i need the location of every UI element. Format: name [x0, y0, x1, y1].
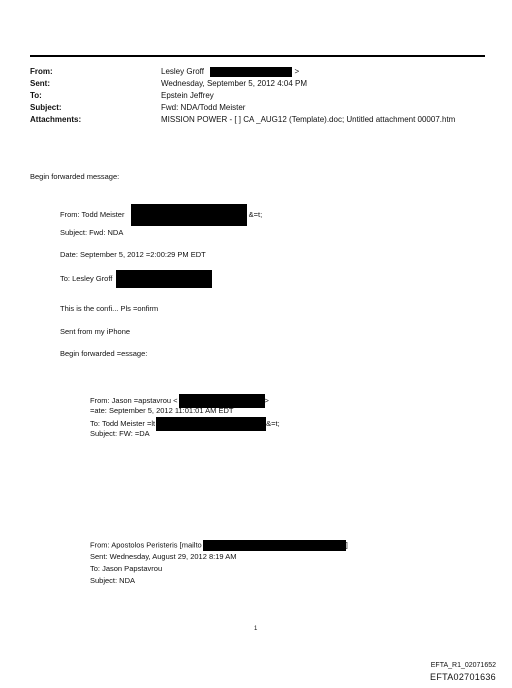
fwd1-signature: Sent from my iPhone [60, 327, 131, 336]
fwd3-from-prefix: From: Apostolos Peristeris [mailto [90, 540, 202, 550]
subject-value: Fwd: NDA/Todd Meister [161, 103, 246, 112]
sent-value: Wednesday, September 5, 2012 4:04 PM [161, 79, 308, 88]
page-number: 1 [254, 626, 258, 632]
to-value: Epstein Jeffrey [161, 91, 214, 100]
fwd1-to [60, 270, 212, 288]
fwd1-from-prefix: From: Todd Meister [60, 209, 125, 219]
to-label: To: [30, 91, 42, 100]
subject-label: Subject: [30, 103, 62, 112]
from-suffix: > [294, 67, 300, 77]
fwd1-subject: Subject: Fwd: NDA [60, 228, 124, 237]
sent-label: Sent: [30, 79, 50, 88]
fwd1-from [60, 204, 262, 226]
fwd1-message: This is the confi... Pls =onfirm [60, 304, 159, 313]
fwd1-from-suffix: &=t; [248, 209, 263, 219]
fwd1-begin-forwarded: Begin forwarded =essage: [60, 349, 148, 358]
fwd2-subject: Subject: FW: =DA [90, 429, 150, 438]
redaction-block [131, 204, 247, 226]
fwd2-date: =ate: September 5, 2012 11:01:01 AM EDT [90, 406, 234, 415]
from-label: From: [30, 67, 53, 76]
fwd2-to-suffix: &=t; [266, 418, 280, 428]
fwd2-from-suffix: > [264, 395, 269, 405]
attachments-label: Attachments: [30, 115, 82, 124]
redaction-block [156, 417, 266, 431]
from-value [161, 67, 299, 77]
redaction-block [116, 270, 212, 288]
fwd1-date: Date: September 5, 2012 =2:00:29 PM EDT [60, 250, 206, 259]
fwd2-to-prefix: To: Todd Meister =lt [90, 418, 156, 428]
fwd3-to: To: Jason Papstavrou [90, 564, 163, 573]
header-rule [30, 55, 485, 57]
attachments-value: MISSION POWER - [ ] CA _AUG12 (Template).doc; Untitled attachment 00007.htm [161, 115, 456, 124]
fwd3-sent: Sent: Wednesday, August 29, 2012 8:19 AM [90, 552, 237, 561]
fwd3-from [90, 540, 348, 551]
fwd3-from-suffix: ] [345, 540, 348, 550]
doc-id-large: EFTA02701636 [430, 672, 496, 682]
begin-forwarded-intro: Begin forwarded message: [30, 172, 120, 181]
redaction-block [203, 540, 346, 551]
doc-id-small: EFTA_R1_02071652 [430, 662, 496, 669]
fwd2-from-prefix: From: Jason =apstavrou < [90, 395, 178, 405]
fwd1-to-prefix: To: Lesley Groff [60, 273, 113, 283]
redaction-block [210, 67, 292, 77]
from-name: Lesley Groff [161, 67, 204, 77]
fwd3-subject: Subject: NDA [90, 576, 136, 585]
